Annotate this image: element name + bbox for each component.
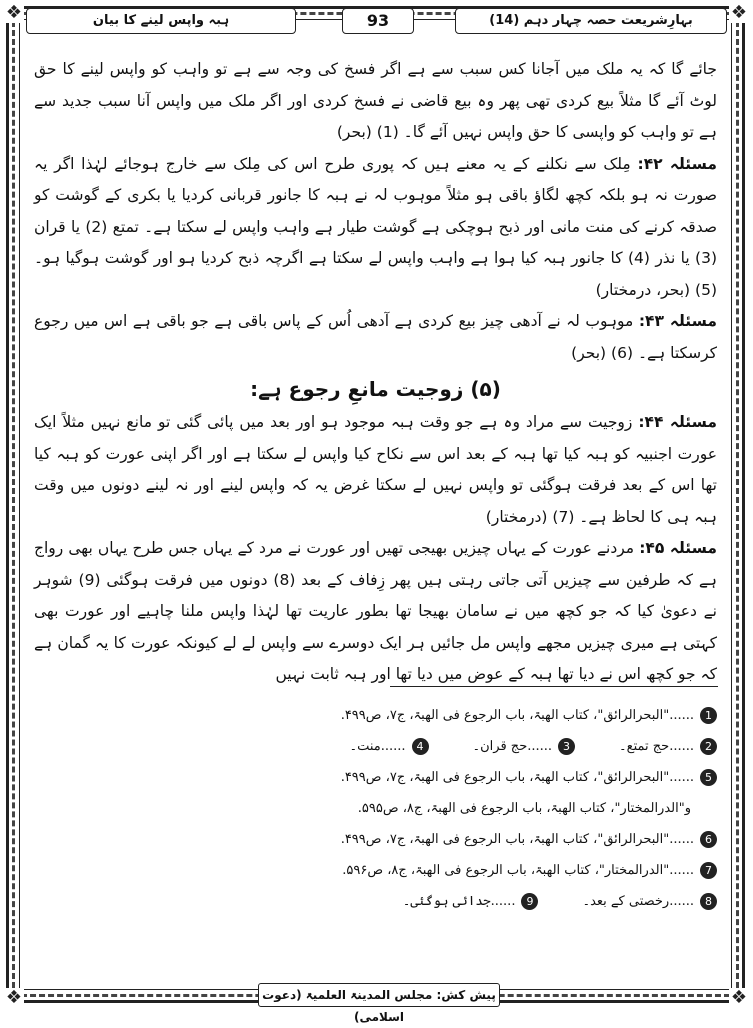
masla-42: مسئلہ ۴۲: مِلک سے نکلنے کے یہ معنے ہیں کہ پوری طرح اس کی مِلک سے خارج ہوجائے لہٰذا اگر یہ صورت نہ ہو بلکہ کچھ لگاؤ باقی ہو مثلاً موہوب لہ نے ہبہ کا جانور قربانی کردیا یا بکری کے گوشت کو صدقہ کرنے کی منت مانی اور ذبح ہوچکی ہے گوشت طیار ہے واہب واپس لے سکتا ہے۔ تمتع (2) یا قران (3) یا نذر (4) کا جانور ہبہ کیا ہوا ہے واہب واپس لے سکتا ہے اگرچہ ذبح کردیا ہو اور گوشت ہوگیا ہو۔ (5) (بحر، درمختار)	[34, 154, 717, 299]
book-title: بہارِشریعت حصہ چہار دہم (14)	[455, 8, 727, 34]
page-number: 93	[342, 8, 414, 34]
corner-ornament-icon: ❖	[730, 987, 748, 1008]
footnote-5: 5 ......"البحرالرائق"، کتاب الھبۃ، باب الرجوع فی الھبۃ، ج۷، ص۴۹۹.	[34, 762, 717, 793]
footnote-7: 7 ......"الدرالمختار"، کتاب الھبۃ، باب الرجوع فی الھبۃ، ج۸، ص۵۹۶.	[34, 855, 717, 886]
masla-44: مسئلہ ۴۴: زوجیت سے مراد وہ ہے جو وقت ہبہ موجود ہو اور بعد میں پائی گئی تو مانع نہیں مثلاً ایک عورت اجنبیہ کو ہبہ کیا تھا ہبہ کے بعد اس سے نکاح کیا واپس لے سکتا ہے اور اگر اپنی عورت کو ہبہ کیا تھا اس کے بعد فرقت ہوگئی تو واپس نہیں لے سکتا غرض یہ کہ واپس لینے اور نہ لینے دونوں میں وقت ہبہ ہی کا لحاظ ہے۔ (7) (درمختار)	[34, 413, 717, 526]
page-header	[26, 8, 727, 34]
section-heading: (۵) زوجیت مانعِ رجوع ہے:	[250, 377, 501, 401]
main-text	[34, 54, 717, 691]
masla-43: مسئلہ ۴۳: موہوب لہ نے آدھی چیز بیع کردی ہے آدھی اُس کے پاس باقی ہے جو باقی ہے اس میں رجوع کرسکتا ہے۔ (6) (بحر)	[34, 312, 717, 362]
footnotes	[34, 700, 717, 917]
footnote-5-cont: و"الدرالمختار"، کتاب الھبۃ، باب الرجوع فی الھبۃ، ج۸، ص۵۹۵.	[357, 801, 691, 816]
paragraph: جائے گا کہ یہ ملک میں آجانا کس سبب سے ہے اگر فسخ کی وجہ سے ہے تو واہب کو واپس لینے کا حق لوٹ آئے گا مثلاً بیع کردی تھی پھر وہ بیع قاضی نے فسخ کردی اور اگر ملک میں واپس آنا سبب جدید سے ہے تو واہب کو واپسی کا حق واپس نہیں آئے گا۔ (1) (بحر)	[34, 60, 717, 141]
footnote-1: 1 ......"البحرالرائق"، کتاب الھبۃ، باب الرجوع فی الھبۃ، ج۷، ص۴۹۹.	[34, 700, 717, 731]
corner-ornament-icon: ❖	[730, 2, 748, 23]
corner-ornament-icon: ❖	[5, 2, 23, 23]
publisher-footer: پیش کش: مجلس المدینۃ العلمیۃ (دعوت اسلامی)	[258, 983, 500, 1007]
chapter-title: ہبہ واپس لینے کا بیان	[26, 8, 296, 34]
corner-ornament-icon: ❖	[5, 987, 23, 1008]
footnote-separator	[390, 686, 718, 687]
masla-45: مسئلہ ۴۵: مردنے عورت کے یہاں چیزیں بھیجی تھیں اور عورت نے مرد کے یہاں جس طرح یہاں بھی رواج ہے کہ طرفین سے چیزیں آتی جاتی رہتی ہیں پھر زِفاف کے بعد (8) دونوں میں فرقت ہوگئی (9) شوہر نے دعویٰ کیا کہ جو کچھ میں نے سامان بھیجا تھا بطور عاریت تھا لہٰذا واپس ملنا چاہیے اور عورت بھی کہتی ہے میری چیزیں مجھے واپس مل جائیں ہر ایک دوسرے سے واپس لے لے کیونکہ عورت کا یہ گمان ہے کہ جو کچھ اس نے دیا تھا ہبہ کے عوض میں دیا تھا اور ہبہ ثابت نہیں	[34, 539, 718, 683]
footnote-row-8-9: 8 ......رخصتی کے بعد۔ 9 ......جدائی ہوگئی۔	[34, 886, 717, 917]
footnote-row-2-4: 2 ......حج تمتع۔ 3 ......حج قران۔ 4 ......منت۔	[34, 731, 717, 762]
footnote-6: 6 ......"البحرالرائق"، کتاب الھبۃ، باب الرجوع فی الھبۃ، ج۷، ص۴۹۹.	[34, 824, 717, 855]
